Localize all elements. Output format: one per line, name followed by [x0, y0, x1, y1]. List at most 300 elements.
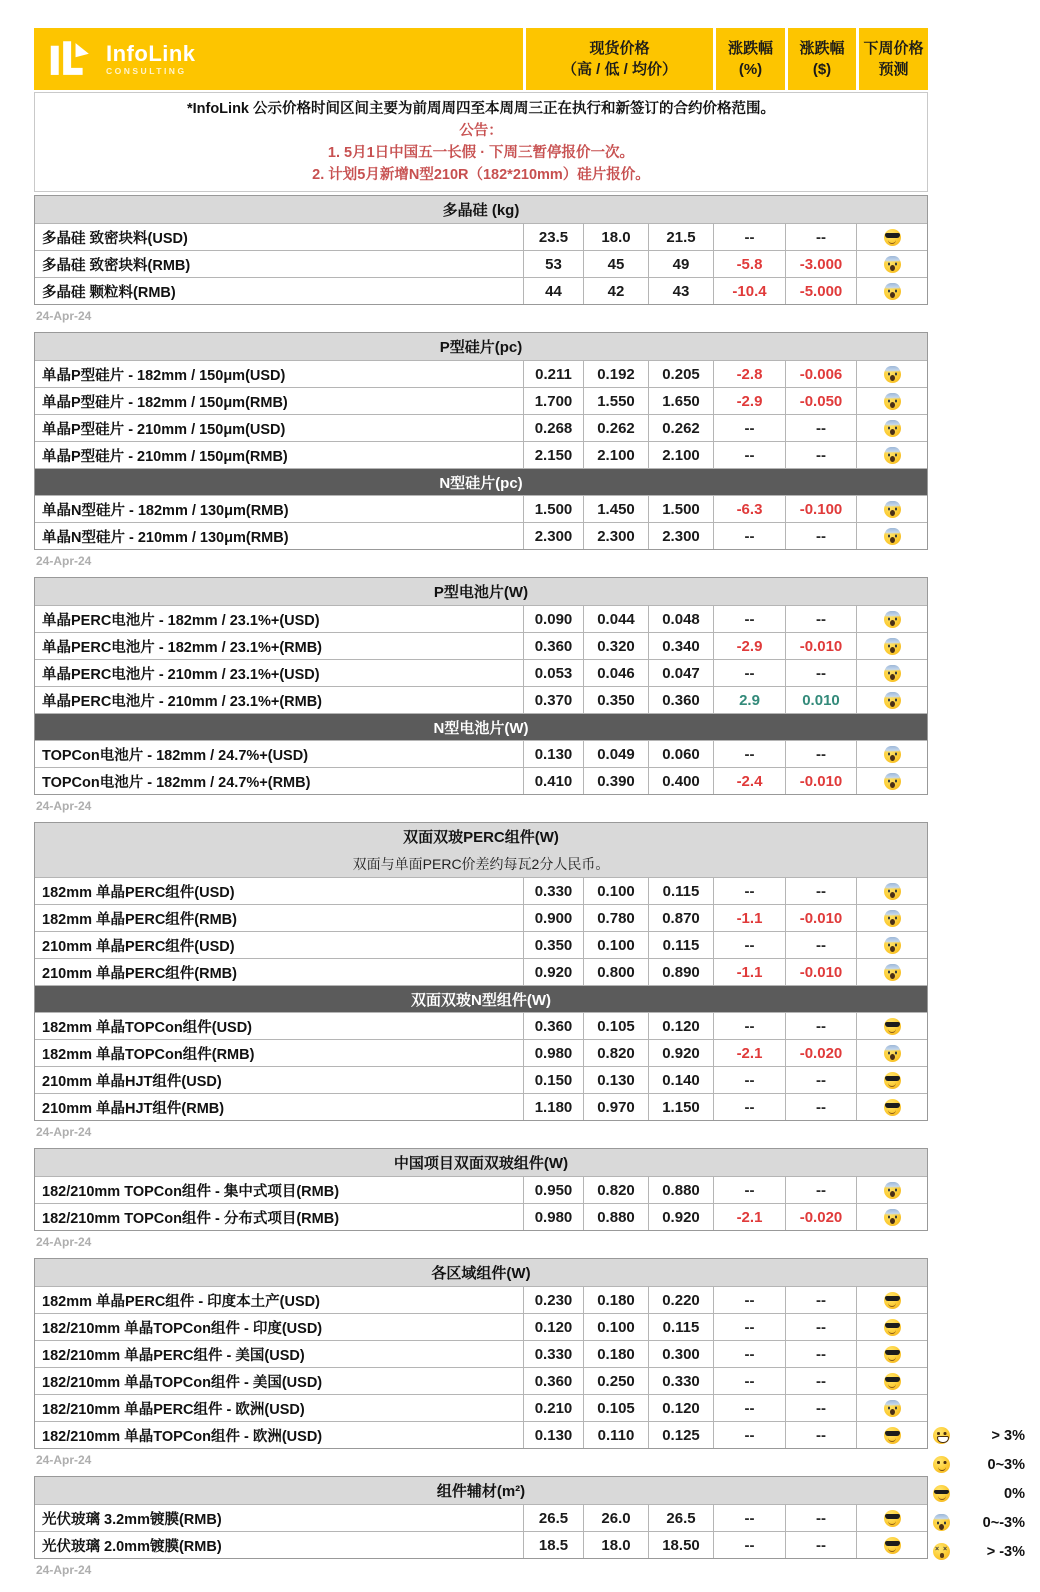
- price-low: 0.780: [583, 905, 648, 931]
- legend-label: > -3%: [986, 1543, 1025, 1560]
- product-label: TOPCon电池片 - 182mm / 24.7%+(USD): [42, 747, 309, 764]
- price-low: 42: [583, 278, 648, 304]
- column-header-line: （高 / 低 / 均价）: [561, 61, 677, 78]
- price-low: 0.192: [583, 361, 648, 387]
- change-usd: -0.010: [785, 768, 856, 794]
- product-label: 182/210mm 单晶PERC组件 - 美国(USD): [42, 1347, 305, 1364]
- forecast-cell: [856, 905, 927, 931]
- forecast-cell: [856, 959, 927, 985]
- scream-face-icon: [884, 937, 901, 954]
- grin-face-icon: [933, 1427, 950, 1444]
- price-avg: 0.360: [648, 687, 713, 713]
- table-row: [35, 441, 927, 468]
- price-high: 0.350: [523, 932, 583, 958]
- table-row: [35, 414, 927, 441]
- forecast-cell: [856, 1505, 927, 1531]
- table-row: [35, 1093, 927, 1120]
- price-low: 18.0: [583, 224, 648, 250]
- price-avg: 0.300: [648, 1341, 713, 1367]
- forecast-cell: [856, 932, 927, 958]
- forecast-cell: [856, 768, 927, 794]
- change-pct: -2.9: [713, 633, 785, 659]
- change-pct: --: [713, 660, 785, 686]
- forecast-cell: [856, 878, 927, 904]
- scream-face-icon: [884, 447, 901, 464]
- change-usd: --: [785, 878, 856, 904]
- price-high: 1.500: [523, 496, 583, 522]
- price-avg: 0.920: [648, 1204, 713, 1230]
- change-usd: --: [785, 932, 856, 958]
- price-high: 0.211: [523, 361, 583, 387]
- scream-face-icon: [884, 366, 901, 383]
- forecast-cell: [856, 1287, 927, 1313]
- price-avg: 43: [648, 278, 713, 304]
- section-date: 24-Apr-24: [36, 1125, 92, 1139]
- table-row: [35, 1039, 927, 1066]
- price-low: 26.0: [583, 1505, 648, 1531]
- price-low: 0.250: [583, 1368, 648, 1394]
- change-pct: --: [713, 1532, 785, 1558]
- product-label: 多晶硅 致密块料(USD): [42, 230, 188, 247]
- price-tables: [0, 195, 1040, 1578]
- forecast-cell: [856, 1094, 927, 1120]
- product-label: 单晶N型硅片 - 182mm / 130μm(RMB): [42, 502, 289, 519]
- table-row: [35, 1176, 927, 1203]
- table-row: [35, 605, 927, 632]
- scream-face-icon: [884, 746, 901, 763]
- change-usd: --: [785, 741, 856, 767]
- price-low: 0.110: [583, 1422, 648, 1448]
- forecast-cell: [856, 1013, 927, 1039]
- section-title: P型硅片(pc): [439, 339, 523, 356]
- product-label: 单晶N型硅片 - 210mm / 130μm(RMB): [42, 529, 289, 546]
- section-title: N型电池片(W): [433, 719, 529, 737]
- section-header: [35, 713, 927, 740]
- price-high: 0.360: [523, 633, 583, 659]
- price-avg: 0.060: [648, 741, 713, 767]
- price-low: 0.800: [583, 959, 648, 985]
- legend-item: [933, 1479, 1025, 1508]
- forecast-cell: [856, 388, 927, 414]
- product-label: 182mm 单晶PERC组件 - 印度本土产(USD): [42, 1293, 320, 1310]
- section-subtitle: [35, 850, 927, 877]
- price-avg: 0.115: [648, 878, 713, 904]
- forecast-cell: [856, 606, 927, 632]
- change-pct: --: [713, 442, 785, 468]
- price-high: 0.980: [523, 1204, 583, 1230]
- product-label: TOPCon电池片 - 182mm / 24.7%+(RMB): [42, 774, 311, 791]
- product-label: 182mm 单晶TOPCon组件(USD): [42, 1019, 253, 1036]
- price-high: 1.180: [523, 1094, 583, 1120]
- price-low: 0.100: [583, 1314, 648, 1340]
- table-row: [35, 223, 927, 250]
- price-high: 0.090: [523, 606, 583, 632]
- forecast-cell: [856, 660, 927, 686]
- forecast-cell: [856, 1314, 927, 1340]
- product-label: 光伏玻璃 2.0mm镀膜(RMB): [42, 1538, 222, 1555]
- sunglasses-face-icon: [884, 1373, 901, 1390]
- section-header: [35, 823, 927, 850]
- forecast-cell: [856, 1067, 927, 1093]
- change-pct: 2.9: [713, 687, 785, 713]
- section-title: N型硅片(pc): [439, 474, 523, 492]
- product-label: 单晶P型硅片 - 182mm / 150μm(USD): [42, 367, 286, 384]
- price-avg: 0.880: [648, 1177, 713, 1203]
- section-header: [35, 1477, 927, 1504]
- table-row: [35, 686, 927, 713]
- change-usd: --: [785, 1532, 856, 1558]
- forecast-cell: [856, 251, 927, 277]
- price-high: 0.950: [523, 1177, 583, 1203]
- column-header-line: 涨跌幅: [727, 40, 773, 57]
- section-header: [35, 1149, 927, 1176]
- table-row: [35, 277, 927, 304]
- price-low: 0.262: [583, 415, 648, 441]
- table-row: [35, 1367, 927, 1394]
- price-low: 0.320: [583, 633, 648, 659]
- change-usd: 0.010: [785, 687, 856, 713]
- section-subtitle-text: 双面与单面PERC价差约每瓦2分人民币。: [352, 855, 610, 872]
- product-label: 单晶PERC电池片 - 182mm / 23.1%+(RMB): [42, 639, 322, 656]
- section-date: 24-Apr-24: [36, 309, 92, 323]
- change-usd: --: [785, 660, 856, 686]
- forecast-cell: [856, 415, 927, 441]
- price-low: 0.180: [583, 1287, 648, 1313]
- price-table-section: [34, 332, 928, 569]
- announcement-title: 公告：: [459, 123, 503, 139]
- price-table-section: [34, 577, 928, 814]
- change-usd: -0.100: [785, 496, 856, 522]
- section-title: 各区域组件(W): [431, 1265, 531, 1282]
- product-label: 182mm 单晶PERC组件(RMB): [42, 911, 237, 928]
- change-pct: -1.1: [713, 905, 785, 931]
- price-low: 0.820: [583, 1040, 648, 1066]
- change-pct: --: [713, 932, 785, 958]
- price-low: 0.105: [583, 1395, 648, 1421]
- change-pct: --: [713, 1422, 785, 1448]
- price-high: 0.920: [523, 959, 583, 985]
- section-title: 双面双玻N型组件(W): [411, 991, 551, 1009]
- price-avg: 0.205: [648, 361, 713, 387]
- price-avg: 0.115: [648, 1314, 713, 1340]
- price-avg: 0.047: [648, 660, 713, 686]
- legend-item: [933, 1537, 1025, 1566]
- change-pct: --: [713, 741, 785, 767]
- change-pct: -5.8: [713, 251, 785, 277]
- brand-subtitle: CONSULTING: [106, 65, 187, 76]
- sunglasses-face-icon: [884, 1292, 901, 1309]
- price-table: [34, 577, 928, 795]
- change-pct: -1.1: [713, 959, 785, 985]
- change-usd: --: [785, 1341, 856, 1367]
- change-usd: --: [785, 1314, 856, 1340]
- price-avg: 0.870: [648, 905, 713, 931]
- price-high: 53: [523, 251, 583, 277]
- infolink-logo: [34, 28, 523, 90]
- column-header-line: 现货价格: [589, 40, 650, 57]
- change-pct: -2.8: [713, 361, 785, 387]
- price-high: 0.120: [523, 1314, 583, 1340]
- notice-block: [34, 92, 928, 192]
- price-high: 0.360: [523, 1013, 583, 1039]
- table-row: [35, 1394, 927, 1421]
- forecast-cell: [856, 1040, 927, 1066]
- forecast-legend: [933, 1421, 1025, 1566]
- table-row: [35, 632, 927, 659]
- price-low: 0.970: [583, 1094, 648, 1120]
- sunglasses-face-icon: [884, 1346, 901, 1363]
- product-label: 单晶P型硅片 - 210mm / 150μm(RMB): [42, 448, 288, 465]
- change-usd: -0.010: [785, 959, 856, 985]
- price-high: 18.5: [523, 1532, 583, 1558]
- section-title: 多晶硅 (kg): [442, 202, 520, 219]
- change-usd: --: [785, 442, 856, 468]
- price-low: 0.044: [583, 606, 648, 632]
- section-date: 24-Apr-24: [36, 554, 92, 568]
- price-table: [34, 1258, 928, 1449]
- forecast-cell: [856, 442, 927, 468]
- change-usd: --: [785, 1395, 856, 1421]
- change-pct: --: [713, 1341, 785, 1367]
- scream-face-icon: [884, 611, 901, 628]
- column-header-change-pct: [716, 28, 785, 90]
- table-row: [35, 740, 927, 767]
- product-label: 182/210mm TOPCon组件 - 分布式项目(RMB): [42, 1210, 340, 1227]
- price-avg: 0.920: [648, 1040, 713, 1066]
- sunglasses-face-icon: [884, 1427, 901, 1444]
- change-pct: --: [713, 415, 785, 441]
- change-pct: --: [713, 1395, 785, 1421]
- price-low: 45: [583, 251, 648, 277]
- forecast-cell: [856, 361, 927, 387]
- change-usd: --: [785, 224, 856, 250]
- legend-label: 0~3%: [987, 1456, 1025, 1473]
- price-high: 1.700: [523, 388, 583, 414]
- price-high: 0.268: [523, 415, 583, 441]
- announcement-line-1: 1. 5月1日中国五一长假 · 下周三暂停报价一次。: [327, 145, 635, 161]
- price-avg: 0.330: [648, 1368, 713, 1394]
- price-avg: 0.120: [648, 1395, 713, 1421]
- legend-label: 0%: [1004, 1485, 1025, 1502]
- price-low: 0.105: [583, 1013, 648, 1039]
- forecast-cell: [856, 1532, 927, 1558]
- change-usd: --: [785, 1067, 856, 1093]
- price-avg: 0.120: [648, 1013, 713, 1039]
- column-header-forecast: [859, 28, 928, 90]
- table-row: [35, 1504, 927, 1531]
- price-avg: 0.400: [648, 768, 713, 794]
- scream-face-icon: [884, 910, 901, 927]
- change-usd: --: [785, 1505, 856, 1531]
- price-low: 0.046: [583, 660, 648, 686]
- price-high: 2.150: [523, 442, 583, 468]
- table-row: [35, 250, 927, 277]
- price-avg: 0.220: [648, 1287, 713, 1313]
- scream-face-icon: [884, 1400, 901, 1417]
- change-pct: -10.4: [713, 278, 785, 304]
- section-date: 24-Apr-24: [36, 799, 92, 813]
- scream-face-icon: [884, 528, 901, 545]
- report-header: [34, 28, 928, 90]
- price-avg: 2.100: [648, 442, 713, 468]
- change-pct: --: [713, 1505, 785, 1531]
- product-label: 多晶硅 颗粒料(RMB): [42, 284, 176, 301]
- price-table-section: [34, 1148, 928, 1250]
- dizzy-face-icon: [933, 1543, 950, 1560]
- price-low: 1.450: [583, 496, 648, 522]
- price-low: 0.130: [583, 1067, 648, 1093]
- section-header: [35, 985, 927, 1012]
- product-label: 光伏玻璃 3.2mm镀膜(RMB): [42, 1511, 222, 1528]
- sunglasses-face-icon: [884, 1319, 901, 1336]
- sunglasses-face-icon: [884, 1510, 901, 1527]
- change-pct: --: [713, 1067, 785, 1093]
- scream-face-icon: [884, 964, 901, 981]
- sunglasses-face-icon: [884, 1099, 901, 1116]
- product-label: 单晶PERC电池片 - 210mm / 23.1%+(USD): [42, 666, 320, 683]
- infolink-logo-icon: [49, 39, 95, 79]
- price-table: [34, 822, 928, 1121]
- table-row: [35, 1012, 927, 1039]
- table-row: [35, 1340, 927, 1367]
- price-avg: 1.500: [648, 496, 713, 522]
- section-date: 24-Apr-24: [36, 1235, 92, 1249]
- price-period-note: *InfoLink 公示价格时间区间主要为前周周四至本周周三正在执行和新签订的合约价格范围。: [186, 101, 776, 117]
- change-pct: --: [713, 1013, 785, 1039]
- section-header: [35, 1259, 927, 1286]
- smile-face-icon: [933, 1456, 950, 1473]
- legend-item: [933, 1508, 1025, 1537]
- sunglasses-face-icon: [884, 1018, 901, 1035]
- section-title: 组件辅材(m²): [436, 1483, 526, 1500]
- price-avg: 0.140: [648, 1067, 713, 1093]
- price-low: 0.880: [583, 1204, 648, 1230]
- table-row: [35, 958, 927, 985]
- change-usd: --: [785, 1368, 856, 1394]
- price-table-section: [34, 822, 928, 1140]
- change-usd: -0.020: [785, 1204, 856, 1230]
- price-avg: 1.650: [648, 388, 713, 414]
- price-low: 0.350: [583, 687, 648, 713]
- product-label: 210mm 单晶HJT组件(RMB): [42, 1100, 225, 1117]
- forecast-cell: [856, 633, 927, 659]
- scream-face-icon: [884, 638, 901, 655]
- price-high: 0.150: [523, 1067, 583, 1093]
- price-avg: 0.890: [648, 959, 713, 985]
- product-label: 210mm 单晶HJT组件(USD): [42, 1073, 222, 1090]
- price-low: 0.180: [583, 1341, 648, 1367]
- announcement-line-2: 2. 计划5月新增N型210R（182*210mm）硅片报价。: [312, 167, 650, 183]
- section-title: P型电池片(W): [433, 584, 529, 601]
- price-high: 0.410: [523, 768, 583, 794]
- table-row: [35, 1066, 927, 1093]
- table-row: [35, 495, 927, 522]
- forecast-cell: [856, 687, 927, 713]
- change-usd: -3.000: [785, 251, 856, 277]
- scream-face-icon: [884, 665, 901, 682]
- price-high: 2.300: [523, 523, 583, 549]
- change-pct: -2.4: [713, 768, 785, 794]
- scream-face-icon: [884, 1182, 901, 1199]
- legend-label: > 3%: [991, 1427, 1025, 1444]
- brand-name: InfoLink: [106, 40, 196, 66]
- sunglasses-face-icon: [884, 229, 901, 246]
- table-row: [35, 767, 927, 794]
- scream-face-icon: [884, 420, 901, 437]
- scream-face-icon: [884, 393, 901, 410]
- product-label: 多晶硅 致密块料(RMB): [42, 257, 191, 274]
- price-high: 0.130: [523, 1422, 583, 1448]
- price-table: [34, 195, 928, 305]
- price-high: 26.5: [523, 1505, 583, 1531]
- table-row: [35, 1286, 927, 1313]
- change-pct: --: [713, 606, 785, 632]
- table-row: [35, 1203, 927, 1230]
- price-low: 0.390: [583, 768, 648, 794]
- product-label: 单晶P型硅片 - 210mm / 150μm(USD): [42, 421, 286, 438]
- product-label: 单晶PERC电池片 - 182mm / 23.1%+(USD): [42, 612, 320, 629]
- scream-face-icon: [884, 773, 901, 790]
- change-usd: -0.010: [785, 633, 856, 659]
- price-high: 0.900: [523, 905, 583, 931]
- product-label: 182/210mm TOPCon组件 - 集中式项目(RMB): [42, 1183, 340, 1200]
- price-table-section: [34, 1476, 928, 1578]
- column-header-spot-price: [526, 28, 713, 90]
- price-avg: 0.125: [648, 1422, 713, 1448]
- change-pct: --: [713, 1094, 785, 1120]
- price-high: 44: [523, 278, 583, 304]
- price-high: 0.330: [523, 1341, 583, 1367]
- price-table-section: [34, 195, 928, 324]
- forecast-cell: [856, 1422, 927, 1448]
- table-row: [35, 1313, 927, 1340]
- section-header: [35, 468, 927, 495]
- price-low: 0.100: [583, 932, 648, 958]
- product-label: 210mm 单晶PERC组件(USD): [42, 938, 235, 955]
- table-row: [35, 877, 927, 904]
- price-low: 0.820: [583, 1177, 648, 1203]
- price-low: 0.100: [583, 878, 648, 904]
- change-usd: -0.020: [785, 1040, 856, 1066]
- column-header-line: 预测: [878, 61, 909, 78]
- price-high: 23.5: [523, 224, 583, 250]
- price-avg: 18.50: [648, 1532, 713, 1558]
- sunglasses-face-icon: [884, 1537, 901, 1554]
- sunglasses-face-icon: [884, 1072, 901, 1089]
- section-title: 双面双玻PERC组件(W): [403, 829, 559, 846]
- change-pct: --: [713, 878, 785, 904]
- price-low: 18.0: [583, 1532, 648, 1558]
- price-low: 2.100: [583, 442, 648, 468]
- section-header: [35, 578, 927, 605]
- price-table: [34, 332, 928, 550]
- change-usd: --: [785, 415, 856, 441]
- table-row: [35, 659, 927, 686]
- price-high: 0.330: [523, 878, 583, 904]
- change-pct: -2.1: [713, 1040, 785, 1066]
- product-label: 182/210mm 单晶PERC组件 - 欧洲(USD): [42, 1401, 305, 1418]
- table-row: [35, 904, 927, 931]
- price-table: [34, 1476, 928, 1559]
- change-usd: -0.010: [785, 905, 856, 931]
- forecast-cell: [856, 523, 927, 549]
- table-row: [35, 522, 927, 549]
- change-usd: --: [785, 1094, 856, 1120]
- forecast-cell: [856, 1204, 927, 1230]
- price-avg: 1.150: [648, 1094, 713, 1120]
- change-usd: --: [785, 1287, 856, 1313]
- sunglasses-face-icon: [933, 1485, 950, 1502]
